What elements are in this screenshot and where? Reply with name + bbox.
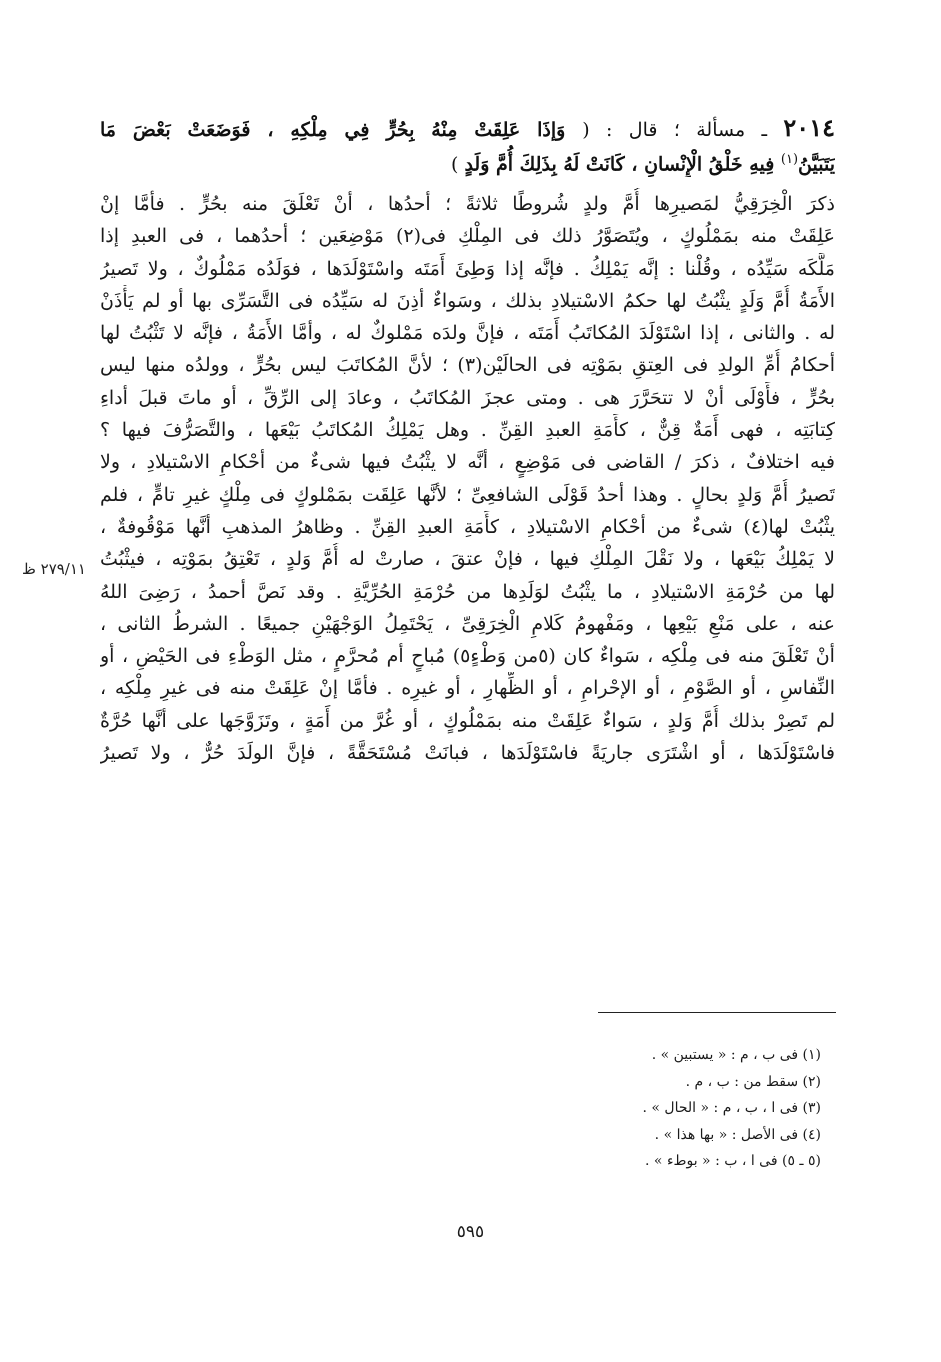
body-line: لا يَمْلِكُ بَيْعَها ، ولا نَقْلَ المِلْكِ فيها ، فإنْ عتقَ ، صارتْ له أُمَّ وَلدٍ ، تَعْتِقُ بمَوْتِه ، فيثْبُتُ [100,548,835,571]
heading-close: ) [451,153,465,176]
body-line: يثْبُتْ لها(٤) شىءٌ من أحْكامِ الاسْتيلادِ ، كأَمَةِ العبدِ القِنِّ . وظاهرُ المذهبِ أنَّها مَوْقُوفةٌ ، [100,515,835,538]
manuscript-folio-note: ٢٧٩/١١ ظ [22,560,86,578]
heading-quote-line-2a: يَتَبَيَّنُ [798,153,835,176]
footnote: (٥ ـ ٥) فى ا ، ب : « بوطء » . [645,1153,821,1169]
body-line: مَلَّكَه سَيِّدُه ، وقُلْنا : إنَّه يَمْلِكُ . فإنَّه إذا وَطِئَ أَمَتَه واسْتَوْلَدَها ، فوَلَدُه مَمْلُوكٌ ، ولا تَصيرُ [100,257,835,280]
body-line: بحُرٍّ ، فأَوْلَى أنْ لا تتحَرَّرَ هى . ومتى عجزَ المُكاتَبُ ، وعادَ إلى الرِّقِّ ، أو ماتَ قبلَ أداءِ [100,386,835,409]
footnote-ref-1: (١) [780,152,799,168]
body-line: تَصيرُ أُمَّ وَلدٍ بحالٍ . وهذا أحدُ قَوْلَى الشافعِىِّ ؛ لأنَّها عَلِقَت بمَمْلوكٍ فى مِلْكٍ غيرِ تامٍّ ، فلم [100,483,835,506]
body-line: ذكرَ الْخِرَقِيُّ لمَصيرِها أُمَّ ولدٍ شُروطًا ثلاثةً ؛ أحدُها ، أنْ تَعْلَقَ منه بحُرٍّ . فأمَّا إنْ [100,193,835,215]
heading-intro: مسألة ؛ قال : ( [582,119,746,141]
heading-quote-line-1: وَإذَا عَلِقَتْ مِنْهُ بِحُرٍّ فِي مِلْكِهِ ، فَوَضَعَتْ بَعْضَ مَا [100,119,566,141]
footnote: (٤) فى الأصل : « بها هذا » . [654,1126,821,1143]
body-line: فاسْتَوْلَدَها ، أو اشْتَرَى جاريَةً فاسْتَوْلَدَها ، فبانَتْ مُسْتَحَقَّةً ، فإنَّ الولَدَ حُرٌّ ، ولا تَصيرُ [100,742,835,765]
body-line: له . والثانى ، إذا اسْتَوْلَدَ المُكاتَبُ أَمَتَه ، فإنَّ ولدَه مَمْلوكٌ له ، وأمَّا الأَمَةُ ، فإنَّه لا تَثْبُتُ لها [100,322,835,345]
footnote: (٢) سقط من : ب ، م . [685,1073,821,1090]
footnote: (٣) فى ا ، ب ، م : « الحال » . [642,1100,821,1116]
body-line: كِتابَتِه ، فهى أَمَةٌ قِنٌّ ، كأَمَةِ العبدِ القِنِّ . وهل يَمْلِكُ المُكاتَبُ بَيْعَها ، والتَّصَرُّفَ فيها ؟ [100,419,835,442]
body-line: النِّفاسِ ، أو الصَّوْمِ ، أو الإحْرامِ ، أو الظِّهارِ ، أو غيرِه . فأمَّا إنْ عَلِقَتْ منه فى غيرِ مِلْكِه ، [100,677,835,700]
body-line: الأَمَةُ أُمَّ وَلَدٍ يثْبُتُ لها حكمُ الاسْتيلادِ بذلك ، وسَواءٌ أذِنَ له سَيِّدُه فى التَّسَرِّى بها أو لم يَأْذَنْ [100,289,835,312]
body-line: أحكامُ أُمِّ الولدِ فى العِتقِ بمَوْتِه فى الحالَيْن(٣) ؛ لأنَّ المُكاتَبَ ليس بحُرٍّ ، وولدُه منها ليس [100,354,835,377]
body-line: فيه اختلافٌ ، ذكرَ / القاضى فى مَوْضِعٍ ، أنَّه لا يثْبُتُ فيها شىءٌ من أحْكامِ الاسْتيلادِ ، ولا [100,451,835,474]
body-line: عنه ، على مَنْعِ بَيْعِها ، ومَفْهومُ كَلامِ الْخِرَقِىِّ ، يَحْتَمِلُ الوَجْهَيْنِ جميعًا . الشرطُ الثانى ، [100,612,835,635]
footnote: (١) فى ب ، م : « يستبين » . [651,1047,821,1063]
footnote-divider [598,1012,836,1013]
heading-line-2 [100,144,835,176]
issue-heading [100,112,835,177]
heading-line-1 [100,112,835,144]
page-number: ٥٩٥ [456,1222,485,1242]
body-line: لم تَصِرْ بذلك أُمَّ وَلدٍ ، سَواءٌ عَلِقَتْ منه بمَمْلُوكٍ ، أو غُرَّ من أَمَةٍ ، وتَزَوَّجَها على أنَّها حُرَّةٌ [100,709,835,732]
body-line: عَلِقَتْ منه بمَمْلُوكٍ ، ويُتَصَوَّرُ ذلك فى المِلْكِ فى(٢) مَوْضِعَين ؛ أحدُهما ، فى العبدِ إذا [100,225,835,248]
body-text [100,188,835,769]
heading-dash: ـ [745,119,784,141]
body-line: أنْ تَعْلَقَ منه فى مِلْكِه ، سَواءٌ كان (٥من وَطْءٍ٥) مُباحٍ أم مُحرَّمٍ ، مثل الوَطْءِ فى الحَيْضِ ، أو [100,645,835,668]
footnotes [643,1042,821,1175]
issue-number: ٢٠١٤ [783,113,835,142]
heading-quote-line-2b: فِيهِ خَلْقُ الْإِنْسانِ ، كَانَتْ لَهُ بِذَلِكَ أُمَّ وَلَدٍ [464,153,781,176]
body-line: لها من حُرْمَةِ الاسْتيلادِ ، ما يثْبُتُ لوَلَدِها من حُرْمَةِ الحُرِّيَّةِ . وقد نَصَّ أحمدُ ، رَضِىَ اللهُ [100,580,835,603]
